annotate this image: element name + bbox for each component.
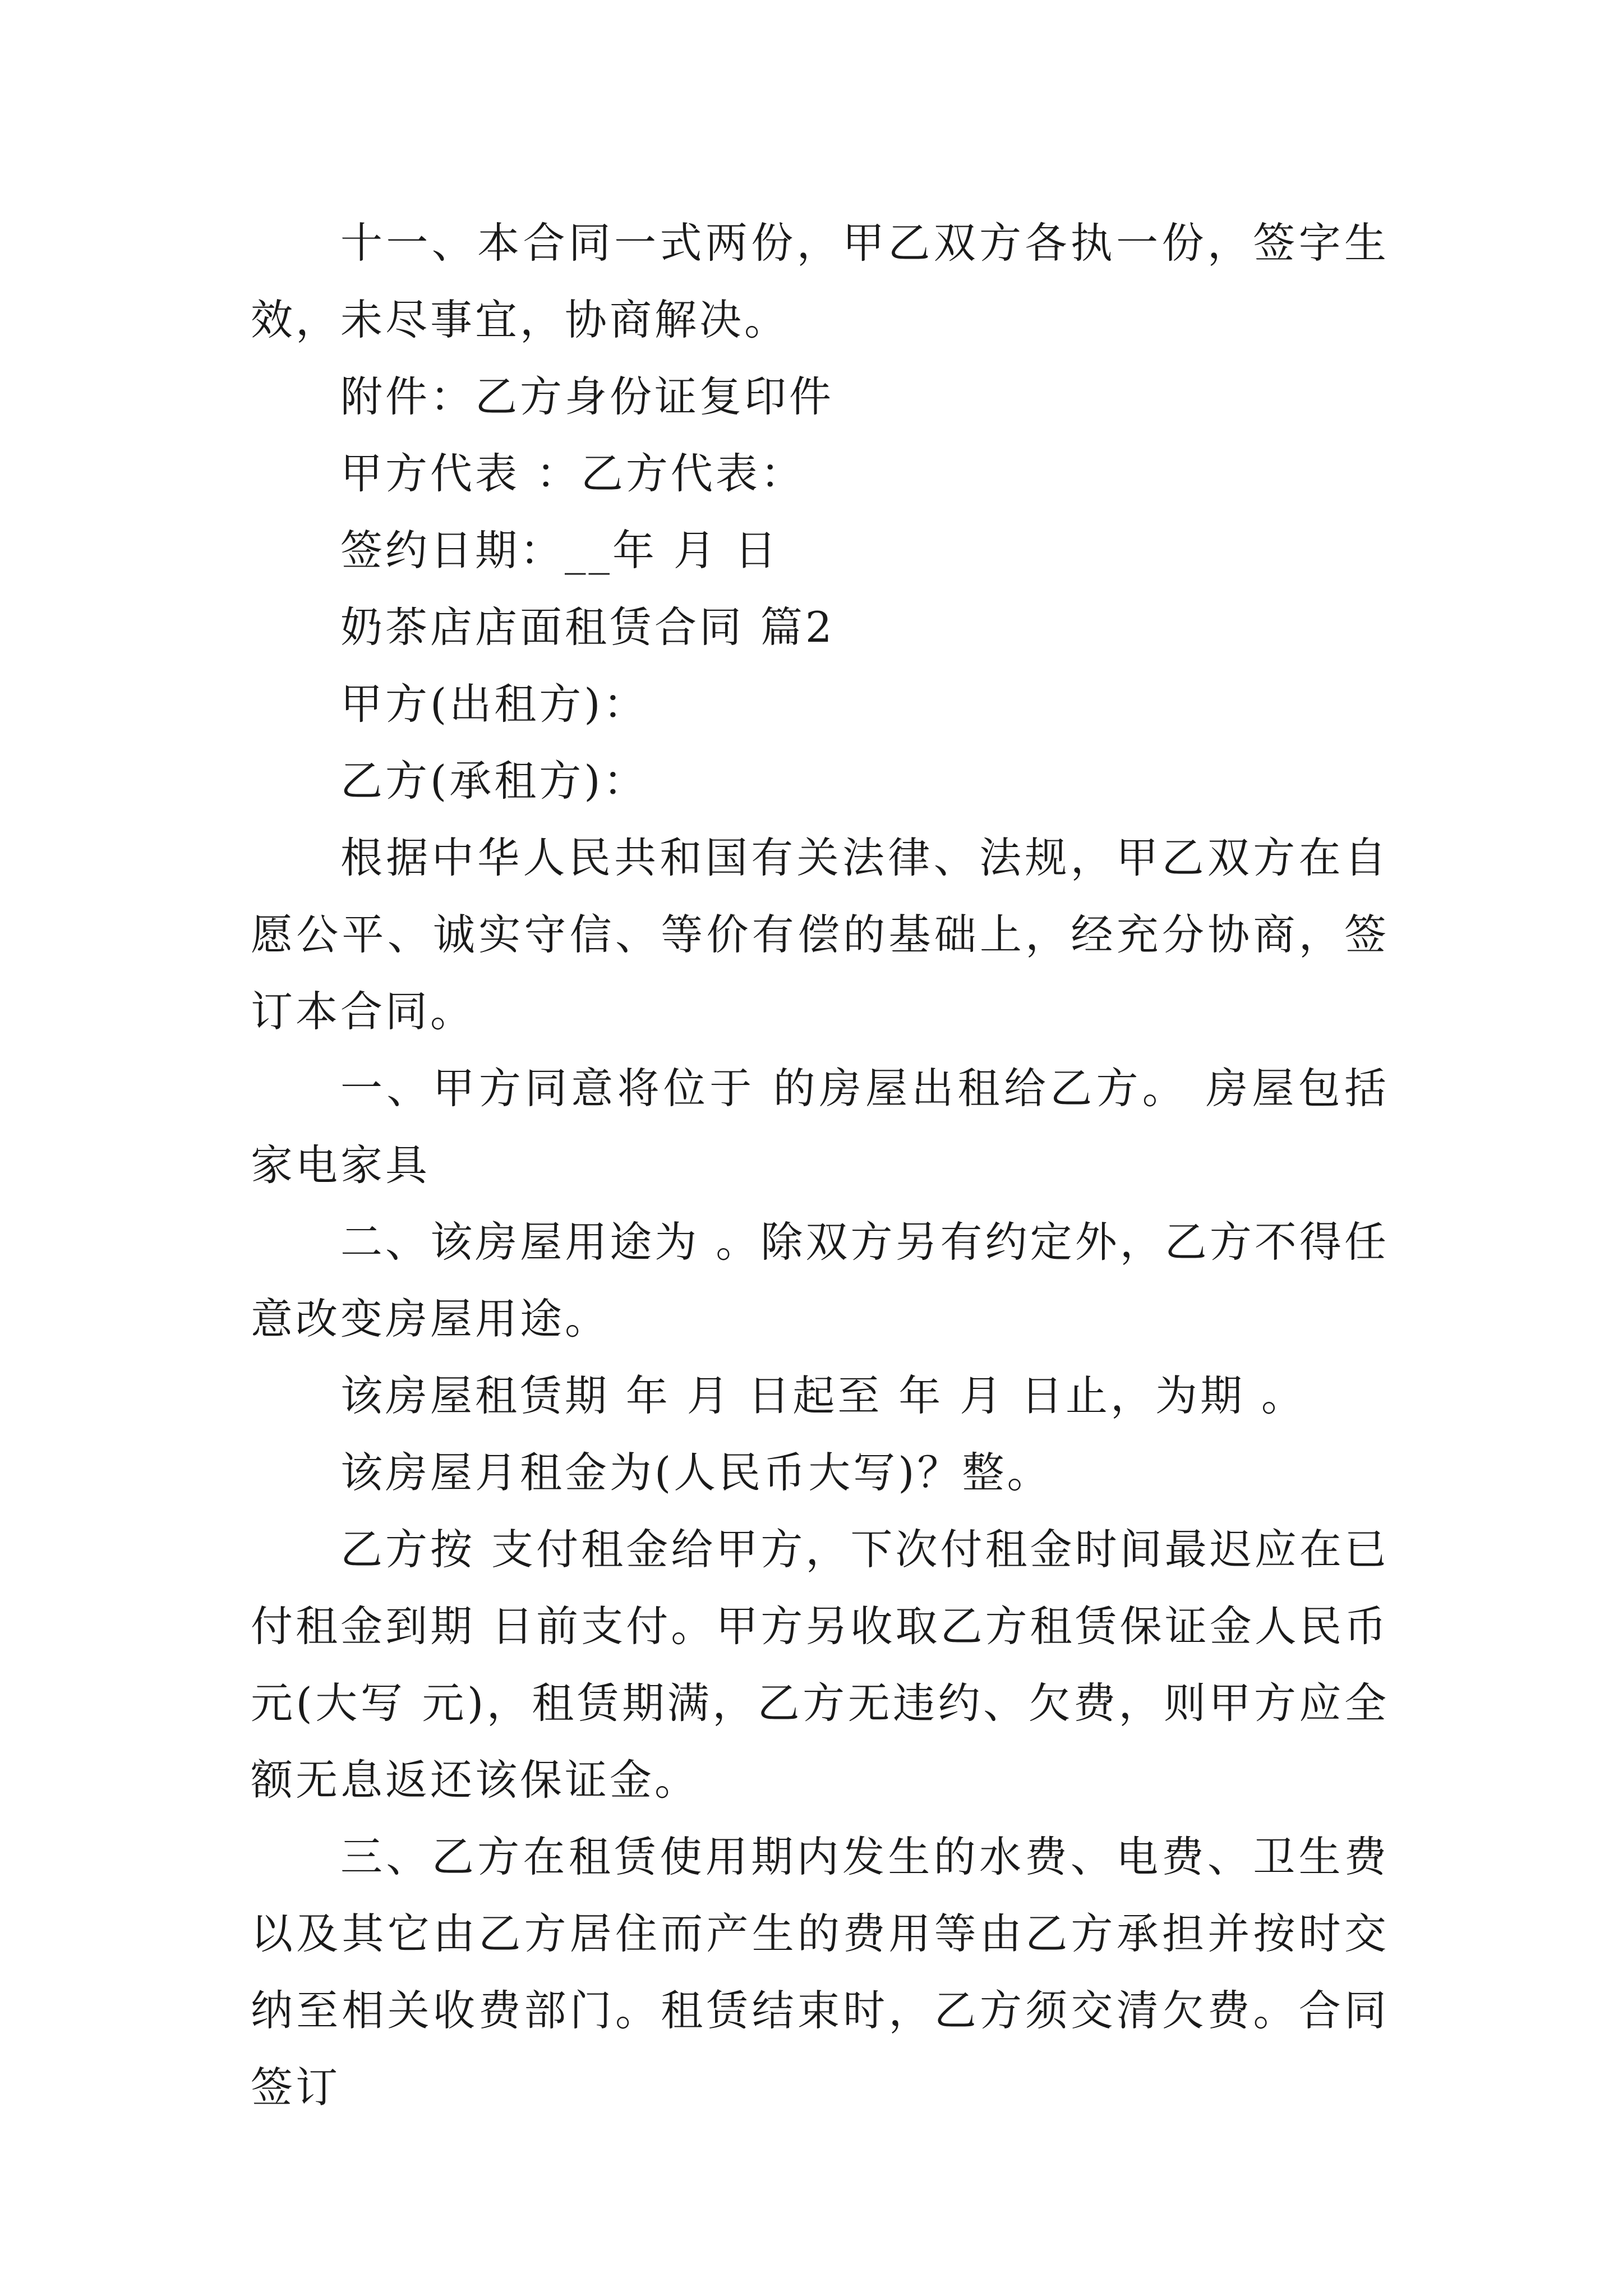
- lease-term-line: 该房屋租赁期 年 月 日起至 年 月 日止，为期 。: [340, 1371, 1306, 1420]
- monthly-rent-line: 该房屋月租金为(人民币大写)？整。: [340, 1448, 1052, 1497]
- clause-one: 一、甲方同意将位于 的房屋出租给乙方。 房屋包括家电家具: [251, 1064, 1389, 1190]
- signing-date-line: 签约日期：__年 月 日: [340, 526, 780, 575]
- party-a-line: 甲方(出租方)：: [340, 679, 648, 729]
- payment-paragraph: 乙方按 支付租金给甲方，下次付租金时间最迟应在已付租金到期 日前支付。甲方另收取乙方租赁保证金人民币 元(大写 元)，租赁期满，乙方无违约、欠费，则甲方应全额无息返还该保证金。: [251, 1525, 1389, 1805]
- document-body: [251, 205, 1389, 2126]
- representatives-line: 甲方代表 ：乙方代表：: [340, 449, 805, 498]
- clause-eleven: 十一、本合同一式两份，甲乙双方各执一份，签字生效，未尽事宜，协商解决。: [251, 218, 1389, 344]
- contract-title: 奶茶店店面租赁合同 篇2: [340, 602, 835, 652]
- attachment-line: 附件：乙方身份证复印件: [340, 372, 834, 421]
- clause-two: 二、该房屋用途为 。除双方另有约定外，乙方不得任意改变房屋用途。: [251, 1217, 1389, 1343]
- clause-three: 三、乙方在租赁使用期内发生的水费、电费、卫生费以及其它由乙方居住而产生的费用等由乙方承担并按时交纳至相关收费部门。租赁结束时，乙方须交清欠费。合同签订: [251, 1832, 1389, 2112]
- preamble-paragraph: 根据中华人民共和国有关法律、法规，甲乙双方在自愿公平、诚实守信、等价有偿的基础上，经充分协商，签订本合同。: [251, 833, 1389, 1036]
- party-b-line: 乙方(承租方)：: [340, 756, 648, 806]
